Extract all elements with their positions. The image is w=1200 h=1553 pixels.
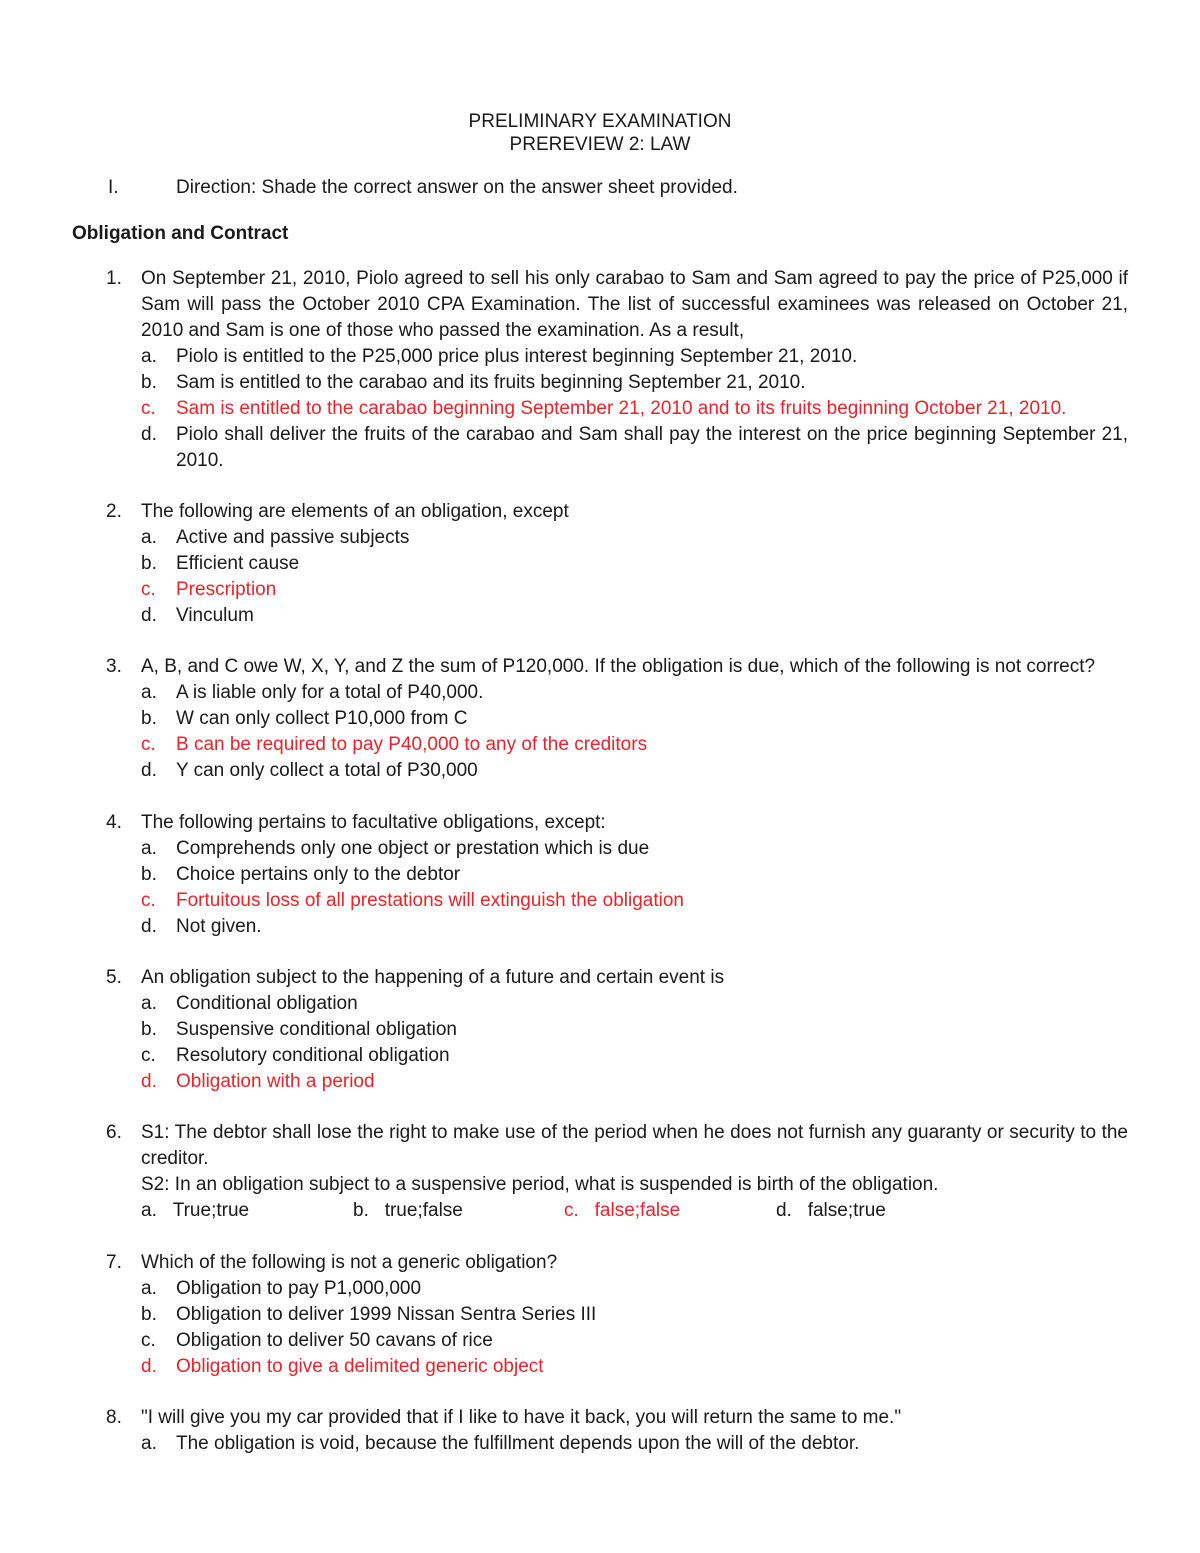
question-text-s2: S2: In an obligation subject to a suspensive period, what is suspended is birth of the obligation.	[141, 1174, 939, 1195]
option-text: A is liable only for a total of P40,000.	[176, 682, 484, 703]
question-text: Which of the following is not a generic obligation?	[141, 1252, 558, 1273]
option-text: Resolutory conditional obligation	[176, 1045, 450, 1066]
option-text: Prescription	[176, 579, 277, 600]
option-text: Active and passive subjects	[176, 527, 410, 548]
option-c-correct	[141, 577, 1128, 603]
option-a	[141, 991, 1128, 1017]
option-letter: b.	[141, 708, 157, 729]
option-d	[141, 422, 1128, 474]
option-b	[141, 1302, 1128, 1328]
section-heading: Obligation and Contract	[72, 223, 289, 244]
option-text: Piolo is entitled to the P25,000 price plus interest beginning September 21, 2010.	[176, 346, 858, 367]
direction-numeral: I.	[108, 177, 119, 198]
option-letter: a.	[141, 527, 157, 548]
option-c-correct	[141, 396, 1128, 422]
option-letter: b.	[141, 1304, 157, 1325]
option-d-correct	[141, 1069, 1128, 1095]
question-number: 5.	[106, 967, 122, 988]
option-b	[141, 1017, 1128, 1043]
option-text: Suspensive conditional obligation	[176, 1019, 457, 1040]
option-b	[353, 1198, 463, 1224]
option-a	[141, 1431, 1128, 1457]
option-letter: b.	[141, 1019, 157, 1040]
options	[141, 680, 1128, 784]
option-text: Piolo shall deliver the fruits of the carabao and Sam shall pay the interest on the price beginning September 21, 2010.	[176, 424, 1128, 471]
question-text: The following are elements of an obligation, except	[141, 501, 569, 522]
option-c-correct	[141, 732, 1128, 758]
question-text: On September 21, 2010, Piolo agreed to sell his only carabao to Sam and Sam agreed to pay the price of P25,000 if Sam will pass the October 2010 CPA Examination. The list of successful examinees was released on October 21, 2010 and Sam is one of those who passed the examination. As a result,	[141, 268, 1128, 341]
option-d	[776, 1198, 886, 1224]
option-letter: b.	[141, 372, 157, 393]
option-letter: d.	[141, 916, 157, 937]
option-b	[141, 551, 1128, 577]
option-text: Obligation to deliver 1999 Nissan Sentra Series III	[176, 1304, 597, 1325]
option-text: Y can only collect a total of P30,000	[176, 760, 478, 781]
option-letter: a.	[141, 1433, 157, 1454]
options	[141, 1276, 1128, 1380]
option-letter: d.	[141, 1071, 157, 1092]
option-letter: d.	[776, 1200, 792, 1221]
option-letter: c.	[141, 890, 156, 911]
options-inline	[141, 1198, 1128, 1224]
question-number: 6.	[106, 1122, 122, 1143]
option-letter: b.	[141, 553, 157, 574]
option-letter: b.	[141, 864, 157, 885]
option-text: Not given.	[176, 916, 262, 937]
option-text: false;false	[594, 1200, 681, 1221]
question-number: 3.	[106, 656, 122, 677]
option-letter: a.	[141, 346, 157, 367]
option-letter: c.	[564, 1200, 579, 1221]
question-number: 2.	[106, 501, 122, 522]
option-d	[141, 603, 1128, 629]
option-letter: c.	[141, 1330, 156, 1351]
question-text: S1: The debtor shall lose the right to make use of the period when he does not furnish any guaranty or security to the creditor.	[141, 1122, 1128, 1169]
options	[141, 991, 1128, 1095]
exam-title: PRELIMINARY EXAMINATION	[468, 111, 732, 132]
options	[141, 1431, 1128, 1457]
question-text: The following pertains to facultative obligations, except:	[141, 812, 606, 833]
question-text: A, B, and C owe W, X, Y, and Z the sum of P120,000. If the obligation is due, which of the following is not correct?	[141, 656, 1096, 677]
option-a	[141, 344, 1128, 370]
option-letter: a.	[141, 1200, 157, 1221]
option-b	[141, 706, 1128, 732]
option-letter: a.	[141, 993, 157, 1014]
direction-text: Direction: Shade the correct answer on the answer sheet provided.	[176, 177, 738, 198]
option-c-correct	[564, 1198, 680, 1224]
option-text: Sam is entitled to the carabao and its fruits beginning September 21, 2010.	[176, 372, 806, 393]
option-letter: c.	[141, 579, 156, 600]
exam-subtitle: PREREVIEW 2: LAW	[509, 134, 691, 155]
option-a	[141, 1276, 1128, 1302]
option-text: True;true	[172, 1200, 250, 1221]
option-letter: c.	[141, 734, 156, 755]
option-text: false;true	[807, 1200, 886, 1221]
option-c	[141, 1328, 1128, 1354]
option-d-correct	[141, 1354, 1128, 1380]
option-letter: d.	[141, 1356, 157, 1377]
option-text: Efficient cause	[176, 553, 300, 574]
option-text: Obligation to deliver 50 cavans of rice	[176, 1330, 493, 1351]
option-letter: c.	[141, 1045, 156, 1066]
option-b	[141, 862, 1128, 888]
option-letter: a.	[141, 838, 157, 859]
question-number: 8.	[106, 1407, 122, 1428]
option-text: B can be required to pay P40,000 to any of the creditors	[176, 734, 648, 755]
option-text: Sam is entitled to the carabao beginning September 21, 2010 and to its fruits beginning October 21, 2010.	[176, 398, 1067, 419]
option-text: Obligation to give a delimited generic object	[176, 1356, 544, 1377]
option-letter: b.	[353, 1200, 369, 1221]
option-letter: c.	[141, 398, 156, 419]
option-text: Obligation with a period	[176, 1071, 375, 1092]
option-d	[141, 758, 1128, 784]
option-a	[141, 680, 1128, 706]
option-letter: a.	[141, 1278, 157, 1299]
option-text: Comprehends only one object or prestation which is due	[176, 838, 650, 859]
option-text: Obligation to pay P1,000,000	[176, 1278, 422, 1299]
options	[141, 344, 1128, 474]
option-c-correct	[141, 888, 1128, 914]
question-text: "I will give you my car provided that if I like to have it back, you will return the same to me."	[141, 1407, 902, 1428]
option-a	[141, 1198, 249, 1224]
question-number: 7.	[106, 1252, 122, 1273]
option-letter: d.	[141, 605, 157, 626]
option-text: Choice pertains only to the debtor	[176, 864, 461, 885]
question-text: An obligation subject to the happening of a future and certain event is	[141, 967, 725, 988]
option-text: true;false	[384, 1200, 463, 1221]
option-text: W can only collect P10,000 from C	[176, 708, 468, 729]
option-text: Vinculum	[176, 605, 254, 626]
options	[141, 525, 1128, 629]
option-text: Fortuitous loss of all prestations will extinguish the obligation	[176, 890, 684, 911]
option-b	[141, 370, 1128, 396]
option-a	[141, 525, 1128, 551]
option-text: The obligation is void, because the fulfillment depends upon the will of the debtor.	[176, 1433, 860, 1454]
options	[141, 836, 1128, 940]
option-d	[141, 914, 1128, 940]
question-number: 1.	[106, 268, 122, 289]
option-letter: d.	[141, 424, 157, 445]
option-text: Conditional obligation	[176, 993, 358, 1014]
option-letter: a.	[141, 682, 157, 703]
option-c	[141, 1043, 1128, 1069]
question-number: 4.	[106, 812, 122, 833]
option-a	[141, 836, 1128, 862]
option-letter: d.	[141, 760, 157, 781]
